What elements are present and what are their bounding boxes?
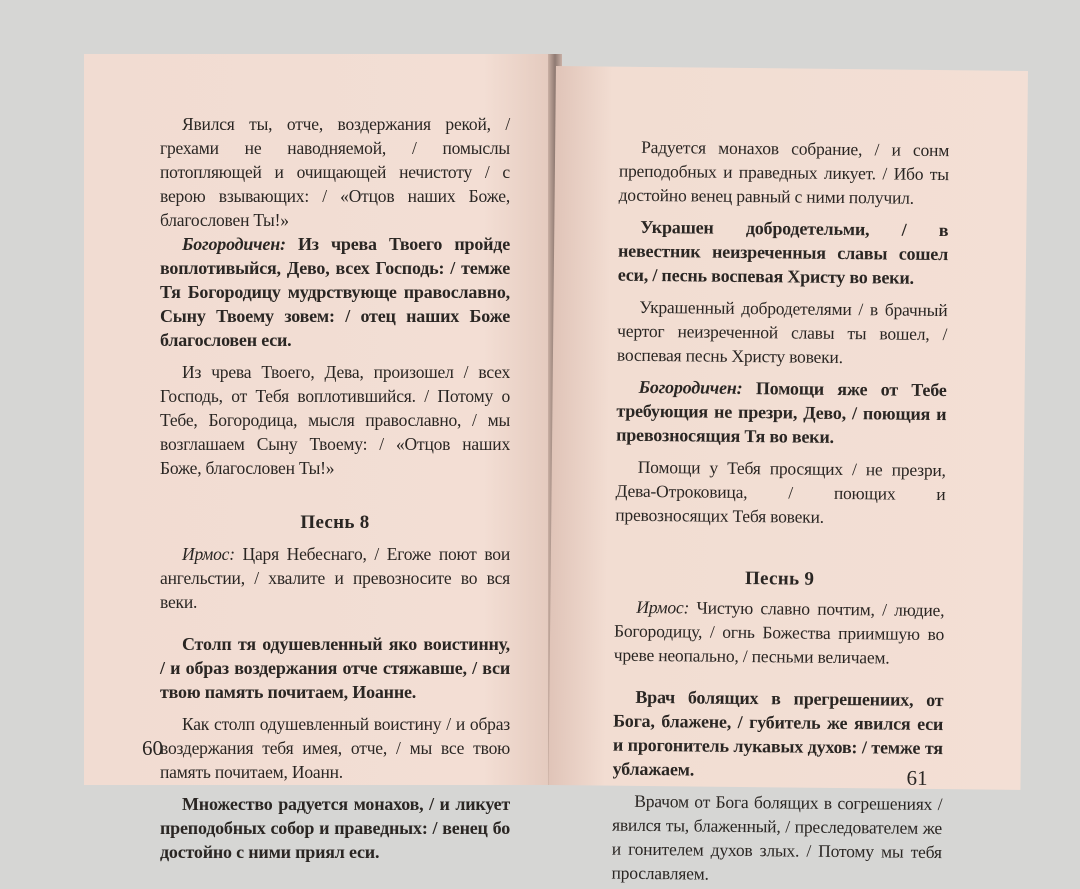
irmos-label: Ирмос:: [182, 544, 235, 564]
irmos-text: [160, 542, 510, 614]
bogorodichen-church-text: [616, 375, 947, 450]
troparion-modern-text: Радуется монахов собрание, / и сонм преподобных и праведных ликует. / Ибо ты достойно венец равный с ними получил.: [618, 136, 950, 208]
troparion-church-text: Украшен добродетельми, / в невестник неизреченныя славы сошел еси, / песнь воспевая Христу во веки.: [617, 216, 949, 288]
left-page-text: [160, 112, 510, 864]
irmos-body: Царя Небеснаго, / Егоже поют вои ангельстии, / хвалите и превозносите во вся веки.: [160, 544, 510, 612]
troparion-modern-text: Явился ты, отче, воздержания рекой, / грехами не наводняемой, / помыслы потопляющей и очищающей нечистоту / с верою взывающих: / «Отцов наших Боже, благословен Ты!»: [160, 114, 510, 230]
right-page: [548, 66, 1028, 884]
troparion-modern-text: Украшенный добродетелями / в брачный чертог неизреченной славы ты вошел, / воспевая песнь Христу вовеки.: [616, 296, 948, 368]
bogorodichen-church-text: [160, 232, 510, 352]
bogorodichen-label: Богородичен:: [638, 376, 743, 398]
troparion-church-text: Врач болящих в прегрешениих, от Бога, блажене, / губитель же явился еси и прогонитель лукавых духов: / темже тя ублажаем.: [612, 686, 944, 780]
right-page-text: [611, 135, 949, 888]
irmos-label: Ирмос:: [636, 596, 690, 618]
troparion-modern-text: Врачом от Бога болящих в согрешениях / явился ты, блаженный, / преследователем же и гонителем духов злых. / Потому мы тебя прославляем.: [611, 790, 943, 884]
bogorodichen-modern-text: Помощи у Тебя просящих / не презри, Дева-Отроковица, / поющих и превозносящих Тебя вовеки.: [615, 456, 946, 527]
bogorodichen-body: Помощи яже от Тебе требующия не презри, Дево, / поющия и превозносящия Тя во веки.: [616, 377, 947, 447]
page-number-left: 60: [142, 736, 163, 760]
troparion-church-text: Столп тя одушевленный яко воистинну, / и образ воздержания отче стяжавше, / вси твою память почитаем, Иоанне.: [160, 634, 510, 702]
bogorodichen-modern-text: Из чрева Твоего, Дева, произошел / всех Господь, от Тебя воплотившийся. / Потому о Тебе, Богородица, мысля православно, / мы возглашаем Сыну Твоему: / «Отцов наших Боже, благословен Ты!»: [160, 362, 510, 478]
section-heading-song-8: Песнь 8: [300, 512, 370, 533]
irmos-text: [614, 595, 945, 670]
bogorodichen-label: Богородичен:: [182, 234, 286, 254]
page-number-right: 61: [906, 765, 928, 790]
irmos-body: Чистую славно почтим, / людие, Богородицу, / огнь Божества приимшую во чреве неопально, / песньми величаем.: [613, 597, 945, 668]
troparion-modern-text: Как столп одушевленный воистину / и образ воздержания тебя имея, отче, / мы все твою память почитаем, Иоанн.: [160, 714, 510, 782]
section-heading-song-9: Песнь 9: [744, 568, 815, 590]
troparion-church-text: Множество радуется монахов, / и ликует преподобных собор и праведных: / венец бо достойно с ними приял еси.: [160, 794, 510, 862]
left-page: [84, 54, 554, 862]
bogorodichen-body: Из чрева Твоего пройде воплотивыйся, Дево, всех Господь: / темже Тя Богородицу мудрствующе православно, Сыну Твоему зовем: / отец наших Боже благословен еси.: [160, 234, 510, 350]
